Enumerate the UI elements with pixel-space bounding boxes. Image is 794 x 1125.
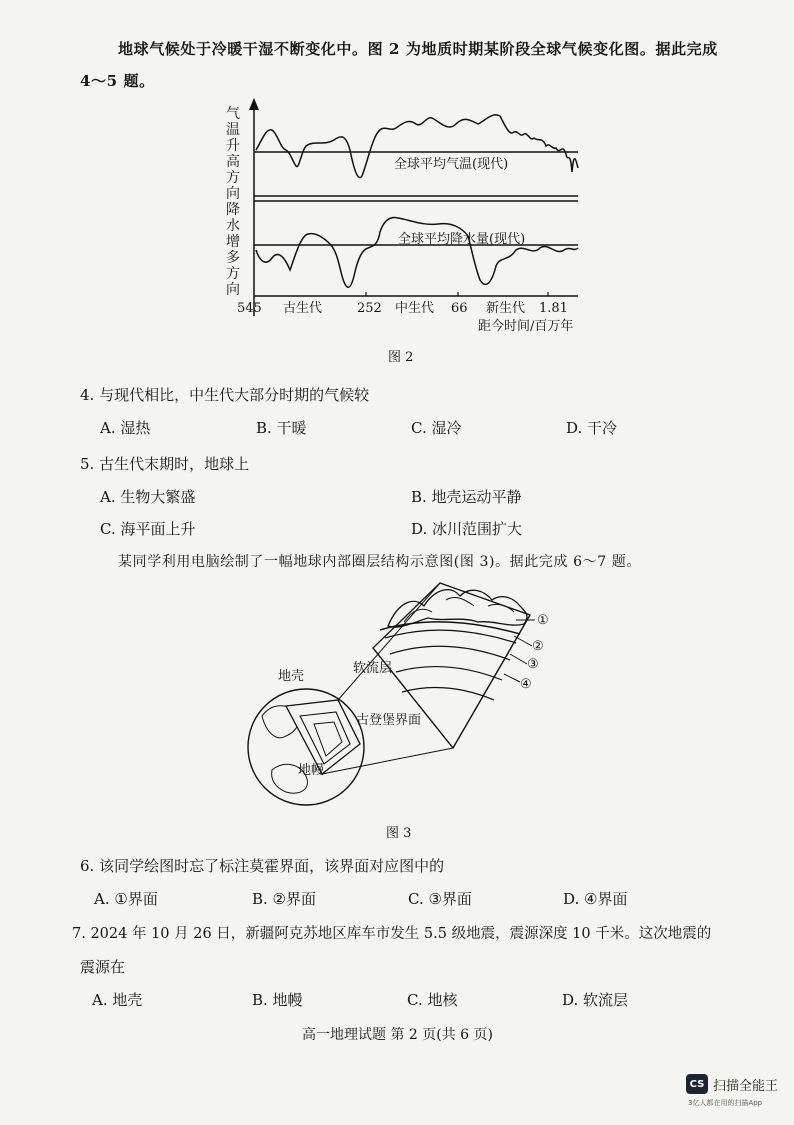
label-gutenberg: 古登堡界面 — [356, 713, 422, 728]
figure2-x-axis-label: 距今时间/百万年 — [478, 319, 574, 334]
ylabel-bottom-3: 多 — [226, 250, 240, 266]
q7-option-c[interactable]: C. 地核 — [407, 991, 458, 1009]
q7-option-b[interactable]: B. 地幔 — [252, 991, 303, 1009]
page-footer: 高一地理试题 第 2 页(共 6 页) — [302, 1027, 493, 1043]
leader-4 — [504, 674, 520, 682]
q4-option-a[interactable]: A. 湿热 — [100, 419, 151, 437]
wedge-layer-2 — [385, 630, 516, 643]
tick-label-252: 252 — [357, 301, 382, 316]
q5-option-d[interactable]: D. 冰川范围扩大 — [411, 520, 523, 538]
era-label-mesozoic: 中生代 — [395, 301, 435, 316]
label-asthenosphere: 软流层 — [353, 661, 393, 676]
tick-label-1-81: 1.81 — [539, 301, 568, 316]
precip-ref-label: 全球平均降水量(现代) — [398, 232, 526, 247]
q4-option-c[interactable]: C. 湿冷 — [411, 419, 462, 437]
leader-2 — [514, 636, 532, 646]
q7-option-a[interactable]: A. 地壳 — [92, 991, 143, 1009]
era-label-cenozoic: 新生代 — [486, 301, 526, 316]
q6-option-c[interactable]: C. ③界面 — [408, 890, 472, 908]
ylabel-bottom-1: 水 — [226, 218, 240, 234]
marker-3: ③ — [527, 657, 539, 672]
intro-q45-line1: 地球气候处于冷暖干湿不断变化中。图 2 为地质时期某阶段全球气候变化图。据此完成 — [118, 40, 718, 58]
q6-option-d[interactable]: D. ④界面 — [563, 890, 628, 908]
watermark-brand: 扫描全能王 — [713, 1079, 779, 1094]
q4-stem: 4. 与现代相比，中生代大部分时期的气候较 — [80, 386, 370, 404]
tick-label-66: 66 — [451, 301, 468, 316]
ylabel-top-3: 高 — [226, 154, 240, 170]
temp-ref-label: 全球平均气温(现代) — [394, 157, 509, 172]
q5-option-c[interactable]: C. 海平面上升 — [100, 520, 196, 538]
ylabel-bottom-5: 向 — [226, 282, 240, 298]
ylabel-bottom-2: 增 — [226, 234, 240, 250]
ylabel-top-4: 方 — [226, 170, 240, 186]
ylabel-bottom-4: 方 — [226, 266, 240, 282]
q7-stem-line1: 7. 2024 年 10 月 26 日，新疆阿克苏地区库车市发生 5.5 级地震，震源深度 10 千米。这次地震的 — [72, 926, 712, 942]
label-mantle: 地幔 — [298, 763, 325, 778]
q5-stem: 5. 古生代末期时，地球上 — [80, 455, 250, 473]
mountain-surface — [388, 590, 527, 627]
q6-stem: 6. 该同学绘图时忘了标注莫霍界面，该界面对应图中的 — [80, 857, 445, 875]
watermark-slogan: 3亿人都在用的扫描App — [688, 1099, 763, 1107]
intro-q67: 某同学利用电脑绘制了一幅地球内部圈层结构示意图(图 3)。据此完成 6～7 题。 — [118, 554, 641, 570]
q4-option-b[interactable]: B. 干暖 — [256, 419, 307, 437]
q5-option-b[interactable]: B. 地壳运动平静 — [411, 488, 522, 506]
wedge-layer-3 — [390, 646, 510, 660]
ylabel-bottom-0: 降 — [226, 202, 240, 218]
q7-option-d[interactable]: D. 软流层 — [562, 991, 629, 1009]
projection-line-top — [338, 583, 440, 700]
ylabel-top-1: 温 — [226, 122, 240, 138]
camscanner-logo-icon: CS — [686, 1074, 708, 1094]
marker-2: ② — [532, 639, 544, 654]
label-crust: 地壳 — [278, 669, 305, 684]
marker-4: ④ — [520, 677, 532, 692]
q6-option-a[interactable]: A. ①界面 — [94, 890, 158, 908]
q7-stem-line2: 震源在 — [80, 958, 126, 976]
ylabel-top-2: 升 — [226, 138, 240, 154]
ylabel-top-5: 向 — [226, 186, 240, 202]
q5-option-a[interactable]: A. 生物大繁盛 — [100, 488, 196, 506]
wedge-layer-4 — [396, 667, 502, 680]
marker-1: ① — [537, 613, 549, 628]
figure3-caption: 图 3 — [386, 826, 412, 841]
tick-label-545: 545 — [237, 301, 262, 316]
q4-option-d[interactable]: D. 干冷 — [566, 419, 618, 437]
leader-3 — [510, 654, 527, 664]
ylabel-top-0: 气 — [226, 106, 240, 122]
wedge-layer-5 — [402, 688, 494, 701]
intro-q45-line2: 4～5 题。 — [80, 72, 155, 90]
figure2-caption: 图 2 — [388, 350, 414, 365]
q6-option-b[interactable]: B. ②界面 — [252, 890, 317, 908]
era-label-paleozoic: 古生代 — [283, 301, 323, 316]
